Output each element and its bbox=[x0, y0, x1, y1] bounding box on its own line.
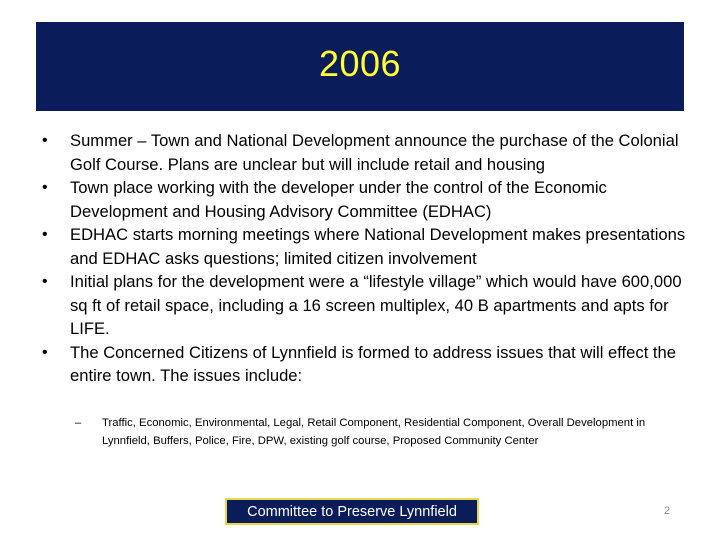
bullet-marker: • bbox=[42, 132, 48, 149]
bullet-text: Initial plans for the development were a “lifestyle village” which would have 600,000 sq ft of retail space, including a 16 screen multiplex, 40 B apartments and apts for LIFE. bbox=[70, 272, 682, 338]
bullet-marker: • bbox=[42, 343, 48, 361]
bullet-marker: • bbox=[42, 179, 48, 196]
bullet-item bbox=[42, 176, 692, 223]
bullet-list bbox=[42, 129, 692, 388]
sub-bullet-list bbox=[75, 415, 675, 450]
bullet-text: The Concerned Citizens of Lynnfield is formed to address issues that will effect the entire town. The issues include: bbox=[70, 342, 676, 385]
bullet-item bbox=[42, 223, 692, 270]
bullet-marker: • bbox=[42, 226, 48, 243]
title-banner bbox=[36, 22, 684, 111]
bullet-marker: • bbox=[42, 273, 48, 290]
bullet-item bbox=[42, 129, 692, 176]
sub-bullet-item bbox=[75, 415, 675, 450]
sub-bullet-marker: – bbox=[75, 417, 82, 429]
bullet-text: Town place working with the developer under the control of the Economic Development and Housing Advisory Committee (EDHAC) bbox=[70, 178, 607, 221]
sub-bullet-text: Traffic, Economic, Environmental, Legal, Retail Component, Residential Component, Overall Development in Lynnfield, Buffers, Police, Fire, DPW, existing golf course, Proposed Community Center bbox=[102, 417, 646, 447]
footer-text: Committee to Preserve Lynnfield bbox=[247, 503, 457, 520]
footer-banner bbox=[225, 498, 479, 525]
bullet-item bbox=[42, 341, 692, 388]
bullet-text: EDHAC starts morning meetings where National Development makes presentations and EDHAC asks questions; limited citizen involvement bbox=[70, 225, 686, 268]
page-number: 2 bbox=[664, 505, 671, 517]
slide-title: 2006 bbox=[318, 42, 402, 84]
bullet-text: Summer – Town and National Development announce the purchase of the Colonial Golf Course. Plans are unclear but will include retail and housing bbox=[70, 131, 679, 174]
bullet-item bbox=[42, 270, 692, 341]
